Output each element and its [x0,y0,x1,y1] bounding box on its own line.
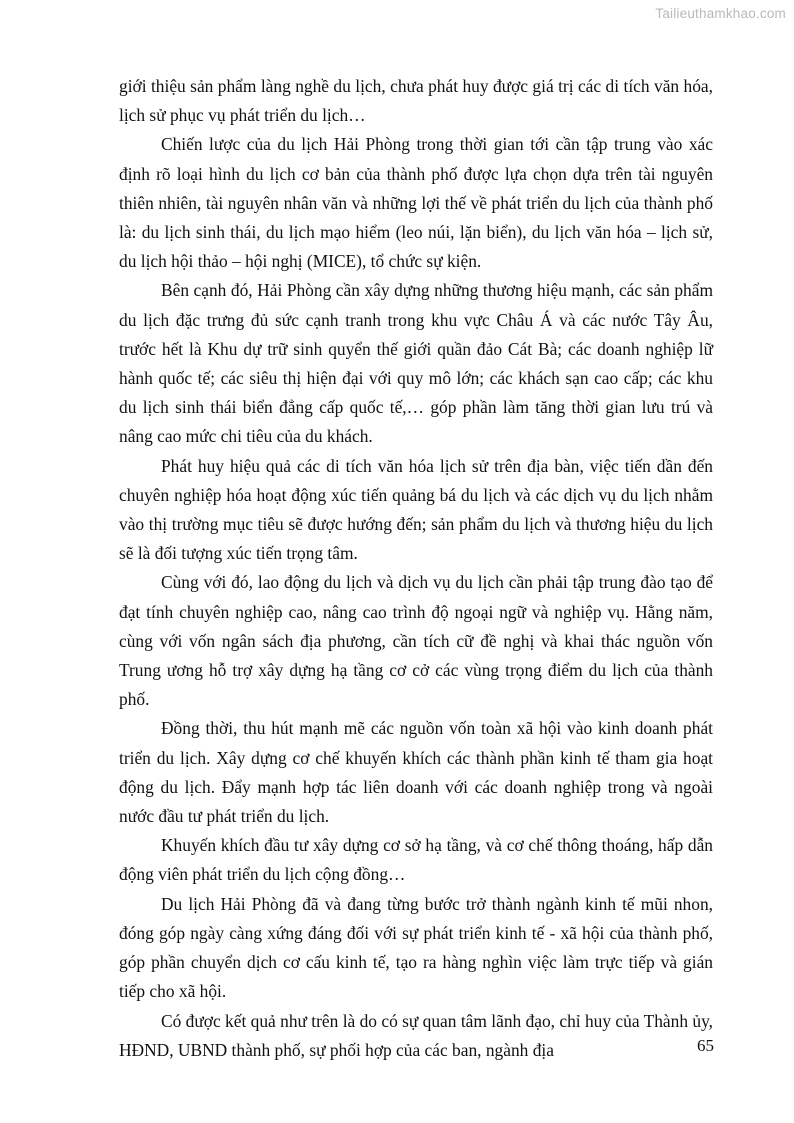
paragraph-spearhead: Du lịch Hải Phòng đã và đang từng bước trở thành ngành kinh tế mũi nhon, đóng góp ngày càng xứng đáng đối với sự phát triển kinh tế - xã hội của thành phố, góp phần chuyển dịch cơ cấu kinh tế, tạo ra hàng nghìn việc làm trực tiếp và gián tiếp cho xã hội. [119,893,713,1002]
paragraph-investment: Đồng thời, thu hút mạnh mẽ các nguồn vốn toàn xã hội vào kinh doanh phát triển du lịch. Xây dựng cơ chế khuyến khích các thành phần kinh tế tham gia hoạt động du lịch. Đẩy mạnh hợp tác liên doanh với các doanh nghiệp trong và ngoài nước đầu tư phát triển du lịch. [119,718,713,827]
paragraph-training: Cùng với đó, lao động du lịch và dịch vụ du lịch cần phải tập trung đào tạo để đạt tính chuyên nghiệp cao, nâng cao trình độ ngoại ngữ và nghiệp vụ. Hằng năm, cùng với vốn ngân sách địa phương, cần tích cữ đề nghị và khai thác nguồn vốn Trung ương hỗ trợ xây dựng hạ tầng cơ cở các vùng trọng điểm du lịch của thành phố. [119,572,713,710]
page-number: 65 [697,1036,714,1055]
paragraph-continuation: giới thiệu sản phẩm làng nghề du lịch, chưa phát huy được giá trị các di tích văn hóa, lịch sử phục vụ phát triển du lịch… [119,76,713,126]
paragraph-infrastructure: Khuyến khích đầu tư xây dựng cơ sở hạ tầng, và cơ chế thông thoáng, hấp dẫn động viên phát triển du lịch cộng đồng… [119,835,713,885]
page-body [119,72,713,1065]
paragraph-leadership: Có được kết quả như trên là do có sự quan tâm lãnh đạo, chỉ huy của Thành ủy, HĐND, UBND thành phố, sự phối hợp của các ban, ngành địa [119,1010,713,1060]
watermark: Tailieuthamkhao.com [655,6,786,21]
paragraph-brands: Bên cạnh đó, Hải Phòng cần xây dựng những thương hiệu mạnh, các sản phẩm du lịch đặc trưng đủ sức cạnh tranh trong khu vực Châu Á và các nước Tây Âu, trước hết là Khu dự trữ sinh quyển thế giới quần đảo Cát Bà; các doanh nghiệp lữ hành quốc tế; các siêu thị hiện đại với quy mô lớn; các khách sạn cao cấp; các khu du lịch sinh thái biển đẳng cấp quốc tế,… góp phần làm tăng thời gian lưu trú và nâng cao mức chi tiêu của du khách. [119,280,713,447]
paragraph-promotion: Phát huy hiệu quả các di tích văn hóa lịch sử trên địa bàn, việc tiến dần đến chuyên nghiệp hóa hoạt động xúc tiến quảng bá du lịch và các dịch vụ du lịch nhằm vào thị trường mục tiêu sẽ được hướng đến; sản phẩm du lịch và thương hiệu du lịch sẽ là đối tượng xúc tiến trọng tâm. [119,455,713,564]
paragraph-strategy: Chiến lược của du lịch Hải Phòng trong thời gian tới cần tập trung vào xác định rõ loại hình du lịch cơ bản của thành phố được lựa chọn dựa trên tài nguyên thiên nhiên, tài nguyên nhân văn và những lợi thế về phát triển du lịch của thành phố là: du lịch sinh thái, du lịch mạo hiểm (leo núi, lặn biển), du lịch văn hóa – lịch sử, du lịch hội thảo – hội nghị (MICE), tổ chức sự kiện. [119,134,713,272]
